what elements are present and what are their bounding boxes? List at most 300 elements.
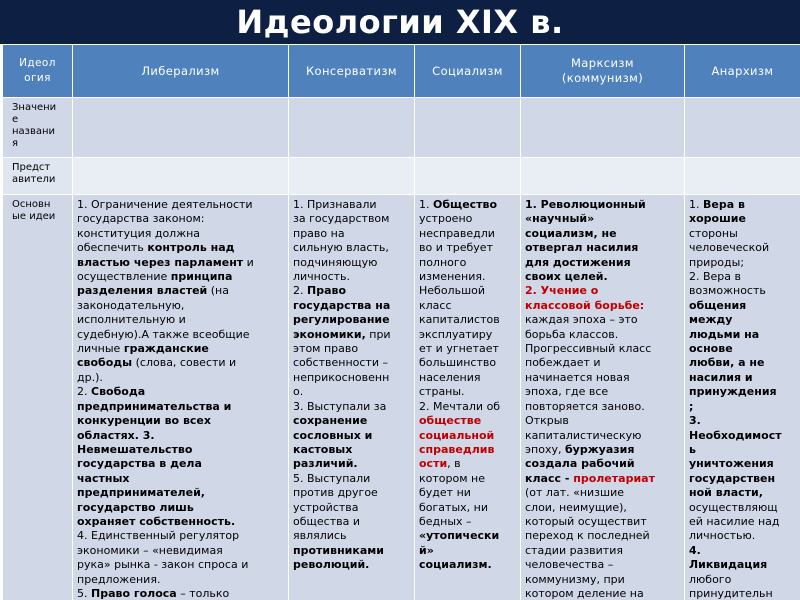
idea-highlight: 2. [525,284,541,298]
idea-text: изменения. [419,270,486,284]
idea-text: являлись [293,529,347,543]
idea-line [419,328,518,342]
idea-text: экономики – «невидимая [77,543,223,557]
idea-highlight: пролетариат [573,471,655,485]
idea-text: принудительн [689,586,773,600]
idea-text: будет ни [419,486,471,500]
idea-line [525,284,682,298]
idea-text: капиталистов [419,313,500,327]
idea-line [77,299,286,313]
idea-bold-text: гражданские [123,342,209,356]
idea-line [293,457,412,471]
idea-text: неприкосновенн [293,370,390,384]
idea-bold-text: ; [689,399,694,413]
idea-text: богатых, ни [419,500,488,514]
idea-line [525,385,682,399]
idea-bold-text: общения [689,298,747,312]
idea-text: о. [293,385,304,399]
idea-bold-text: 3. [689,414,701,428]
idea-bold-text: й» [419,543,434,557]
header-anarchism: Анархизм [685,45,800,98]
idea-text: рука» рынка - закон спроса и [77,558,249,572]
idea-text: устроено [419,212,473,226]
idea-line [77,212,286,226]
idea-line [419,212,518,226]
idea-line [689,313,798,327]
idea-text: во и требует [419,241,493,255]
idea-text: этом право [293,342,359,356]
idea-highlight: социальной [419,428,495,442]
idea-line [77,573,286,587]
idea-line [419,270,518,284]
idea-text: эпоху, [525,442,565,456]
idea-bold-text: сословных и [293,428,373,442]
idea-text: ет и угнетает [419,342,499,356]
idea-text: 1. [689,198,703,211]
idea-text: природы; [689,255,745,269]
idea-line [77,515,286,529]
idea-bold-text: областях. 3. [77,428,155,442]
idea-line [689,227,798,241]
idea-bold-text: конкуренции во всех [77,414,211,428]
idea-bold-text: предпринимателей, [77,486,205,500]
idea-line [689,371,798,385]
idea-line [293,486,412,500]
idea-line [293,544,412,558]
idea-line [77,486,286,500]
idea-text: судебную).А также всеобщие [77,327,250,341]
row-header-line: Предст [12,162,51,173]
header-ideology-line: Идеол [19,57,56,69]
idea-bold-text: свободы [77,356,133,370]
idea-text: человеческой [689,241,770,255]
idea-bold-text: насилия и [689,370,753,384]
slide-title: Идеологии XIX в. [236,3,564,41]
idea-bold-text: государства в дела [77,457,202,471]
idea-bold-text: регулирование [293,313,390,327]
idea-line [293,501,412,515]
idea-line [419,342,518,356]
idea-line [689,328,798,342]
main-ideas-row [3,195,800,600]
idea-bold-text: разделения властей [77,284,208,298]
idea-text: класс [419,298,452,312]
idea-text: населения [419,370,481,384]
idea-line [689,443,798,457]
idea-text: страны. [419,385,465,399]
idea-line [293,342,412,356]
idea-line [293,198,412,212]
header-socialism: Социализм [415,45,521,98]
idea-text: сильную власть, [293,241,389,255]
idea-line [689,284,798,298]
idea-line [419,299,518,313]
representatives-marxism-cell [521,158,685,195]
idea-bold-text: кастовых [293,442,353,456]
idea-line [689,457,798,471]
idea-line [419,486,518,500]
idea-line [293,212,412,226]
idea-line [419,241,518,255]
idea-line [419,385,518,399]
idea-line [419,443,518,457]
idea-highlight: Учение о [540,284,599,298]
idea-line [525,371,682,385]
idea-line [293,385,412,399]
idea-text: против другое [293,486,378,500]
idea-line [689,414,798,428]
idea-text: , в [447,457,461,471]
idea-text: Открыв [525,414,569,428]
idea-text: подчиняющую [293,255,378,269]
idea-bold-text: противниками [293,543,384,557]
idea-text: каждая эпоха – это [525,313,638,327]
idea-line [293,313,412,327]
idea-line [77,328,286,342]
idea-line [525,414,682,428]
idea-line [293,270,412,284]
idea-text: эпоха, где все [525,385,609,399]
idea-line [419,414,518,428]
meaning-conservatism-cell [289,98,415,158]
row-header-line: Основн [12,199,51,210]
idea-text: 2. [293,284,307,298]
idea-line [689,400,798,414]
idea-highlight: классовой борьбе: [525,298,645,312]
idea-line [77,414,286,428]
idea-bold-text: «утопически [419,529,500,543]
representatives-anarchism-cell [685,158,800,195]
idea-text: котором не [419,471,485,485]
idea-line [77,443,286,457]
idea-bold-text: государства на [293,298,391,312]
idea-text: ей насилие над [689,514,780,528]
idea-line [689,544,798,558]
idea-line [689,270,798,284]
idea-text: полного [419,255,467,269]
idea-line [77,385,286,399]
idea-bold-text: Общество [433,198,498,211]
idea-line [293,443,412,457]
idea-text: повторяется заново. [525,399,645,413]
idea-text: конституция должна [77,226,201,240]
idea-line [525,241,682,255]
idea-text: 3. Выступали за [293,399,387,413]
idea-text: за государством [293,212,390,226]
idea-bold-text: принципа [170,270,233,284]
idea-line [525,270,682,284]
idea-line [419,429,518,443]
idea-line [689,501,798,515]
idea-highlight: обществе [419,414,482,428]
idea-highlight: ости [419,457,448,471]
idea-text: осуществляющ [689,500,778,514]
header-marxism [521,45,685,98]
idea-bold-text: отвергал насилия [525,241,639,255]
row-header-line: названи [12,126,56,137]
idea-bold-text: основе [689,342,733,356]
idea-line [525,486,682,500]
idea-line [419,529,518,543]
idea-text: побеждает и [525,356,601,370]
idea-text: (слова, совести и [132,356,237,370]
representatives-conservatism-cell [289,158,415,195]
idea-text: начинается новая [525,370,630,384]
idea-line [419,501,518,515]
idea-line [419,472,518,486]
idea-bold-text: для достижения [525,255,631,269]
idea-line [419,544,518,558]
idea-line [293,414,412,428]
idea-line [293,241,412,255]
idea-text: несправедли [419,226,495,240]
idea-text: др.). [77,370,103,384]
idea-line [419,515,518,529]
idea-text: 5. Выступали [293,471,371,485]
idea-text: человечества – [525,558,614,572]
idea-text: Прогрессивный класс [525,342,652,356]
idea-line [689,241,798,255]
idea-line [689,573,798,587]
idea-line [293,356,412,370]
idea-line [419,227,518,241]
idea-line [525,501,682,515]
idea-bold-text: класс - [525,471,574,485]
idea-line [525,529,682,543]
idea-text: и [243,255,254,269]
idea-line [77,198,286,212]
idea-line [293,472,412,486]
idea-line [293,515,412,529]
idea-line [77,371,286,385]
representatives-liberalism-cell [73,158,289,195]
idea-text: предложения. [77,572,161,586]
idea-bold-text: своих целей. [525,270,608,284]
idea-text: (на [207,284,229,298]
idea-line [77,313,286,327]
idea-line [419,356,518,370]
idea-text: 1. [419,198,433,211]
idea-line [419,371,518,385]
row-header-line: ые идеи [12,211,56,222]
idea-line [525,429,682,443]
idea-text: осуществление [77,270,171,284]
idea-line [77,587,286,600]
idea-line [525,256,682,270]
idea-line [77,472,286,486]
idea-bold-text: между [689,313,733,327]
idea-text: общества и [293,514,360,528]
idea-line [77,227,286,241]
idea-text: личность. [293,270,351,284]
idea-text: стадии развития [525,543,623,557]
idea-bold-text: различий. [293,457,358,471]
idea-bold-text: частных [77,471,130,485]
idea-bold-text: экономики, [293,327,366,341]
idea-bold-text: охраняет собственность. [77,514,236,528]
idea-bold-text: революций. [293,558,370,572]
idea-line [689,587,798,600]
meaning-row [3,98,800,158]
row-header-representatives [3,158,73,195]
idea-line [525,342,682,356]
idea-text: право на [293,226,345,240]
idea-line [689,198,798,212]
idea-line [419,198,518,212]
idea-bold-text: Невмешательство [77,442,193,456]
meaning-liberalism-cell [73,98,289,158]
idea-line [77,457,286,471]
idea-line [77,429,286,443]
idea-line [689,558,798,572]
idea-bold-text: сохранение [293,414,368,428]
idea-text: капиталистическую [525,428,642,442]
representatives-row [3,158,800,195]
idea-line [525,299,682,313]
row-header-meaning [3,98,73,158]
idea-text: исполнительную и [77,313,186,327]
idea-text: 5. [77,586,91,600]
idea-text: который осуществит [525,514,647,528]
idea-text: Небольшой [419,284,486,298]
idea-line [293,400,412,414]
header-marxism-line: Марксизм [570,56,634,70]
idea-line [419,400,518,414]
idea-line [419,313,518,327]
header-row [3,45,800,98]
idea-bold-text: властью через парламент [77,255,244,269]
idea-line [525,573,682,587]
idea-line [77,342,286,356]
idea-line [293,299,412,313]
idea-text: собственности – [293,356,388,370]
idea-text: 1. Ограничение деятельности [77,198,253,211]
row-header-line: я [12,138,19,149]
idea-line [525,227,682,241]
idea-text: слои, неимущие), [525,500,627,514]
idea-line [689,342,798,356]
idea-bold-text: Ликвидация [689,558,768,572]
idea-bold-text: предпринимательства и [77,399,232,413]
idea-line [689,529,798,543]
meaning-anarchism-cell [685,98,800,158]
idea-line [689,256,798,270]
idea-line [689,486,798,500]
idea-text: при [365,327,391,341]
idea-line [77,501,286,515]
idea-line [525,457,682,471]
idea-text: коммунизму, при [525,572,625,586]
idea-text: 4. Единственный регулятор [77,529,240,543]
ideas-conservatism-cell [289,195,415,600]
idea-text: 2. [77,385,91,399]
ideas-anarchism-cell [685,195,800,600]
idea-text: эксплуатиру [419,327,493,341]
idea-text: государства законом: [77,212,205,226]
idea-text: возможность [689,284,766,298]
idea-line [293,227,412,241]
idea-line [525,443,682,457]
idea-line [689,299,798,313]
idea-bold-text: уничтожения [689,457,774,471]
idea-line [525,356,682,370]
ideas-marxism-cell [521,195,685,600]
idea-line [293,284,412,298]
idea-line [77,270,286,284]
idea-bold-text: Право голоса [91,586,177,600]
idea-text: личные [77,342,124,356]
title-bar [0,0,800,44]
idea-bold-text: любви, а не [689,356,765,370]
idea-line [689,356,798,370]
idea-line [525,544,682,558]
idea-text: любого [689,572,732,586]
idea-line [689,385,798,399]
idea-text: бедных – [419,514,472,528]
idea-line [77,241,286,255]
idea-line [689,472,798,486]
idea-text: законодательную, [77,298,185,312]
idea-text: 2. Вера в [689,270,742,284]
idea-line [689,515,798,529]
header-marxism-line: (коммунизм) [561,71,644,85]
idea-line [77,284,286,298]
idea-text: устройства [293,500,359,514]
header-conservatism: Консерватизм [289,45,415,98]
idea-text: борьба классов. [525,327,619,341]
idea-line [525,198,682,212]
idea-line [77,558,286,572]
idea-text: переход к последней [525,529,650,543]
idea-line [525,515,682,529]
idea-line [689,429,798,443]
header-ideology-line: огия [24,72,51,84]
idea-line [525,328,682,342]
idea-bold-text: Необходимост [689,428,782,442]
idea-line [77,544,286,558]
idea-highlight: справедлив [419,442,495,456]
idea-bold-text: социализм, не [525,226,617,240]
idea-bold-text: ь [689,442,696,456]
idea-line [77,400,286,414]
idea-bold-text: буржуазия [564,442,635,456]
ideas-liberalism-cell [73,195,289,600]
representatives-socialism-cell [415,158,521,195]
idea-bold-text: контроль над [147,241,235,255]
idea-text: 1. Признавали [293,198,377,211]
idea-line [419,558,518,572]
idea-line [77,529,286,543]
header-ideology [3,45,73,98]
idea-bold-text: государство лишь [77,500,194,514]
idea-line [419,457,518,471]
idea-line [419,284,518,298]
idea-bold-text: Свобода [91,385,146,399]
idea-line [293,256,412,270]
idea-bold-text: «научный» [525,212,595,226]
idea-text: стороны [689,226,738,240]
idea-bold-text: создала рабочий [525,457,635,471]
idea-text: обеспечить [77,241,148,255]
idea-line [525,400,682,414]
meaning-marxism-cell [521,98,685,158]
idea-line [293,328,412,342]
idea-text: – только [176,586,230,600]
row-header-line: е [12,114,19,125]
idea-bold-text: социализм. [419,558,492,572]
idea-line [293,558,412,572]
ideologies-table [2,44,800,600]
